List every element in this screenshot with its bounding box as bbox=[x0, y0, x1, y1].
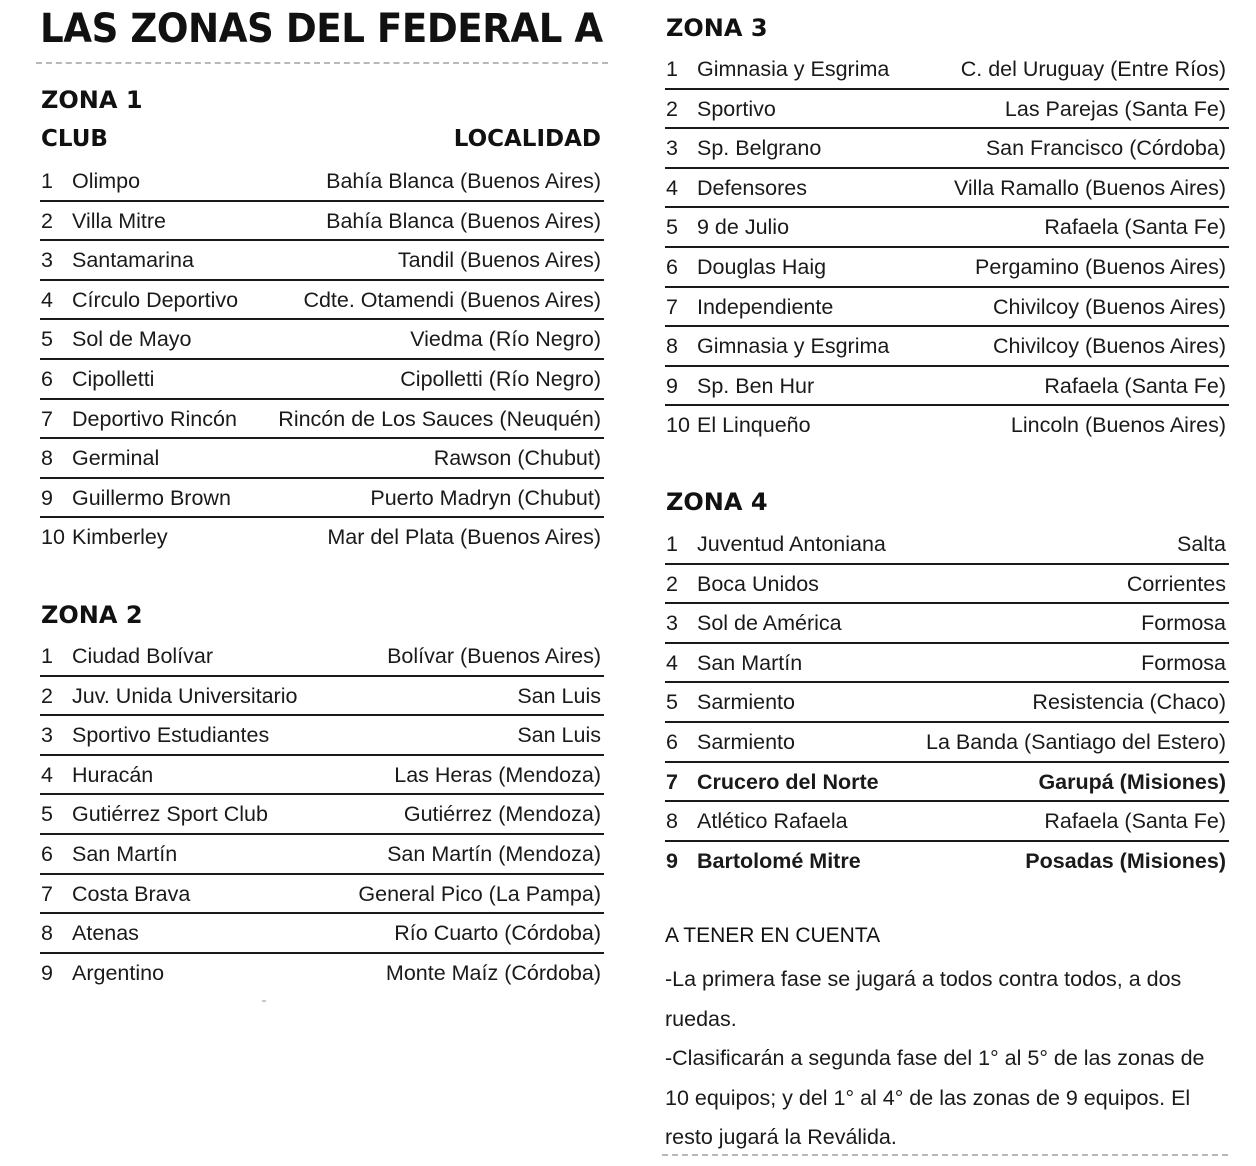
club-location: Cipolletti (Río Negro) bbox=[400, 367, 601, 391]
row-number: 6 bbox=[666, 730, 678, 754]
row-number: 9 bbox=[41, 485, 53, 510]
club-location: Gutiérrez (Mendoza) bbox=[403, 802, 601, 827]
row-number: 3 bbox=[666, 611, 678, 636]
decorative-mark bbox=[262, 1000, 266, 1002]
club-location: Chivilcoy (Buenos Aires) bbox=[992, 334, 1226, 359]
club-name: Argentino bbox=[72, 960, 165, 985]
row-number: 1 bbox=[41, 169, 53, 193]
club-location: San Luis bbox=[517, 683, 601, 708]
table-row bbox=[40, 835, 604, 875]
table-row bbox=[40, 400, 604, 440]
club-location: General Pico (La Pampa) bbox=[358, 881, 601, 906]
club-name: Sp. Belgrano bbox=[697, 136, 822, 161]
row-number: 4 bbox=[666, 175, 678, 200]
table-row bbox=[40, 914, 604, 954]
club-name: Sp. Ben Hur bbox=[697, 373, 815, 398]
row-number: 5 bbox=[41, 802, 53, 827]
row-number: 1 bbox=[41, 644, 53, 668]
page-title: LAS ZONAS DEL FEDERAL A bbox=[40, 6, 603, 52]
table-row bbox=[665, 723, 1229, 763]
table-row bbox=[665, 50, 1229, 90]
club-location: Rincón de Los Sauces (Neuquén) bbox=[278, 406, 601, 431]
zona-4-heading: ZONA 4 bbox=[666, 488, 768, 516]
zona-1-heading: ZONA 1 bbox=[41, 86, 143, 114]
row-number: 3 bbox=[41, 723, 53, 748]
row-number: 8 bbox=[41, 921, 53, 946]
table-row bbox=[665, 248, 1229, 288]
club-location: Salta bbox=[1176, 532, 1226, 556]
table-row bbox=[665, 406, 1229, 446]
row-number: 6 bbox=[41, 367, 53, 391]
table-row bbox=[40, 281, 604, 321]
row-number: 9 bbox=[666, 373, 678, 398]
club-name: Bartolomé Mitre bbox=[697, 848, 861, 873]
table-row bbox=[665, 604, 1229, 644]
row-number: 9 bbox=[41, 960, 53, 985]
club-name: Independiente bbox=[697, 294, 834, 319]
row-number: 6 bbox=[41, 842, 53, 866]
club-location: Puerto Madryn (Chubut) bbox=[370, 485, 601, 510]
row-number: 7 bbox=[666, 294, 678, 319]
table-row bbox=[665, 683, 1229, 723]
club-name: Sarmiento bbox=[697, 730, 795, 754]
row-number: 4 bbox=[666, 650, 678, 675]
club-name: Círculo Deportivo bbox=[72, 287, 239, 312]
zona-2-heading: ZONA 2 bbox=[41, 601, 143, 629]
table-row bbox=[40, 479, 604, 519]
club-location: Resistencia (Chaco) bbox=[1032, 690, 1226, 715]
club-location: Corrientes bbox=[1126, 571, 1226, 596]
club-location: San Martín (Mendoza) bbox=[387, 842, 601, 866]
club-name: Guillermo Brown bbox=[72, 485, 231, 510]
club-name: Atlético Rafaela bbox=[697, 809, 848, 834]
club-name: Defensores bbox=[697, 175, 807, 200]
localidad-column-header: LOCALIDAD bbox=[453, 126, 601, 152]
club-name: Gimnasia y Esgrima bbox=[697, 334, 890, 359]
club-name: Gutiérrez Sport Club bbox=[72, 802, 268, 827]
club-name: Juventud Antoniana bbox=[697, 532, 886, 556]
club-location: Formosa bbox=[1141, 650, 1226, 675]
row-number: 5 bbox=[666, 215, 678, 240]
club-location: Garupá (Misiones) bbox=[1038, 769, 1226, 794]
table-row bbox=[40, 162, 604, 202]
club-location: Rafaela (Santa Fe) bbox=[1044, 215, 1226, 240]
club-location: C. del Uruguay (Entre Ríos) bbox=[960, 57, 1226, 81]
club-name: Sportivo Estudiantes bbox=[72, 723, 270, 748]
table-row bbox=[665, 763, 1229, 803]
club-name: San Martín bbox=[72, 842, 178, 866]
club-name: Juv. Unida Universitario bbox=[72, 683, 298, 708]
table-row bbox=[40, 518, 604, 558]
club-name: El Linqueño bbox=[697, 413, 811, 438]
zona-3-heading: ZONA 3 bbox=[666, 14, 768, 42]
table-row bbox=[40, 795, 604, 835]
club-name: Ciudad Bolívar bbox=[72, 644, 214, 668]
row-number: 2 bbox=[41, 208, 53, 233]
table-row bbox=[40, 756, 604, 796]
club-location: Tandil (Buenos Aires) bbox=[397, 248, 601, 273]
club-name: Germinal bbox=[72, 446, 160, 471]
table-row bbox=[665, 90, 1229, 130]
row-number: 5 bbox=[666, 690, 678, 715]
table-row bbox=[665, 525, 1229, 565]
club-location: Posadas (Misiones) bbox=[1025, 848, 1226, 873]
club-location: Rafaela (Santa Fe) bbox=[1044, 373, 1226, 398]
club-name: Santamarina bbox=[72, 248, 194, 273]
club-location: Villa Ramallo (Buenos Aires) bbox=[953, 175, 1226, 200]
club-location: Formosa bbox=[1141, 611, 1226, 636]
table-row bbox=[665, 129, 1229, 169]
club-location: Bahía Blanca (Buenos Aires) bbox=[326, 208, 601, 233]
table-row bbox=[665, 327, 1229, 367]
table-row bbox=[665, 367, 1229, 407]
club-name: Atenas bbox=[72, 921, 139, 946]
table-row bbox=[40, 320, 604, 360]
club-location: Bolívar (Buenos Aires) bbox=[387, 644, 601, 668]
club-location: Mar del Plata (Buenos Aires) bbox=[327, 525, 601, 550]
club-name: Olimpo bbox=[72, 169, 141, 193]
title-divider bbox=[36, 62, 608, 64]
club-name: Deportivo Rincón bbox=[72, 406, 237, 431]
table-row bbox=[40, 677, 604, 717]
club-name: Gimnasia y Esgrima bbox=[697, 57, 890, 81]
club-name: Sol de América bbox=[697, 611, 842, 636]
row-number: 3 bbox=[41, 248, 53, 273]
table-row bbox=[40, 875, 604, 915]
table-row bbox=[40, 360, 604, 400]
club-name: Villa Mitre bbox=[72, 208, 166, 233]
club-name: 9 de Julio bbox=[697, 215, 790, 240]
club-location: Pergamino (Buenos Aires) bbox=[975, 255, 1226, 279]
club-location: Las Heras (Mendoza) bbox=[394, 762, 601, 787]
club-location: Rafaela (Santa Fe) bbox=[1044, 809, 1226, 834]
club-location: Rawson (Chubut) bbox=[433, 446, 601, 471]
note-paragraph: -La primera fase se jugará a todos contra todos, a dos ruedas. bbox=[665, 967, 1182, 1031]
row-number: 6 bbox=[666, 255, 678, 279]
club-name: Sol de Mayo bbox=[72, 327, 192, 352]
club-name: Huracán bbox=[72, 762, 154, 787]
table-row bbox=[665, 842, 1229, 882]
club-column-header: CLUB bbox=[41, 126, 108, 152]
club-location: Viedma (Río Negro) bbox=[410, 327, 601, 352]
row-number: 7 bbox=[666, 769, 678, 794]
club-location: San Francisco (Córdoba) bbox=[985, 136, 1226, 161]
row-number: 2 bbox=[666, 571, 678, 596]
row-number: 2 bbox=[41, 683, 53, 708]
table-row bbox=[40, 716, 604, 756]
club-name: Cipolletti bbox=[72, 367, 155, 391]
club-name: San Martín bbox=[697, 650, 803, 675]
row-number: 10 bbox=[41, 525, 65, 550]
row-number: 7 bbox=[41, 406, 53, 431]
row-number: 8 bbox=[666, 809, 678, 834]
row-number: 4 bbox=[41, 762, 53, 787]
club-name: Crucero del Norte bbox=[697, 769, 879, 794]
row-number: 1 bbox=[666, 532, 678, 556]
club-location: Cdte. Otamendi (Buenos Aires) bbox=[303, 287, 601, 312]
row-number: 10 bbox=[666, 413, 690, 438]
club-name: Sarmiento bbox=[697, 690, 795, 715]
table-row bbox=[665, 288, 1229, 328]
club-name: Costa Brava bbox=[72, 881, 191, 906]
row-number: 3 bbox=[666, 136, 678, 161]
row-number: 7 bbox=[41, 881, 53, 906]
club-location: Bahía Blanca (Buenos Aires) bbox=[326, 169, 601, 193]
club-location: Las Parejas (Santa Fe) bbox=[1004, 96, 1226, 121]
table-row bbox=[665, 565, 1229, 605]
club-location: San Luis bbox=[517, 723, 601, 748]
row-number: 4 bbox=[41, 287, 53, 312]
row-number: 2 bbox=[666, 96, 678, 121]
table-row bbox=[40, 241, 604, 281]
club-name: Boca Unidos bbox=[697, 571, 819, 596]
row-number: 8 bbox=[666, 334, 678, 359]
row-number: 5 bbox=[41, 327, 53, 352]
notes-body bbox=[665, 960, 1230, 1158]
table-row bbox=[40, 637, 604, 677]
club-location: Río Cuarto (Córdoba) bbox=[394, 921, 601, 946]
row-number: 1 bbox=[666, 57, 678, 81]
table-row bbox=[40, 954, 604, 994]
club-location: Chivilcoy (Buenos Aires) bbox=[992, 294, 1226, 319]
row-number: 9 bbox=[666, 848, 678, 873]
note-paragraph: -Clasificarán a segunda fase del 1° al 5° de las zonas de 10 equipos; y del 1° al 4° de las zonas de 9 equipos. El resto jugará la Reválida. bbox=[665, 1046, 1205, 1150]
club-location: La Banda (Santiago del Estero) bbox=[925, 730, 1226, 754]
notes-divider bbox=[662, 1154, 1228, 1156]
club-name: Sportivo bbox=[697, 96, 776, 121]
club-name: Douglas Haig bbox=[697, 255, 827, 279]
row-number: 8 bbox=[41, 446, 53, 471]
club-name: Kimberley bbox=[72, 525, 168, 550]
table-row bbox=[665, 208, 1229, 248]
table-row bbox=[40, 202, 604, 242]
table-row bbox=[665, 802, 1229, 842]
notes-title: A TENER EN CUENTA bbox=[665, 924, 881, 947]
club-location: Lincoln (Buenos Aires) bbox=[1010, 413, 1226, 438]
club-location: Monte Maíz (Córdoba) bbox=[385, 960, 601, 985]
table-row bbox=[40, 439, 604, 479]
table-row bbox=[665, 644, 1229, 684]
table-row bbox=[665, 169, 1229, 209]
